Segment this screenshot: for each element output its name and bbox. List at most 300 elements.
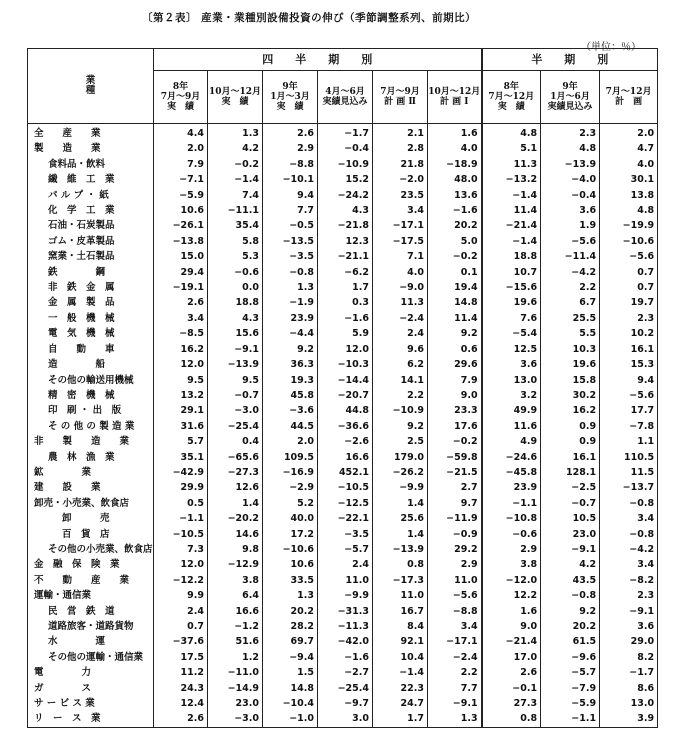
growth-value: 15.6 (208, 326, 263, 341)
growth-value: −9.0 (373, 280, 428, 295)
industry-name-label: 印 刷 ・ 出 版 (48, 405, 122, 417)
period-header-line: 9年 (282, 82, 298, 92)
growth-value: −0.7 (541, 496, 600, 511)
industry-name (28, 157, 154, 172)
growth-value: 0.7 (600, 265, 658, 280)
growth-value: −1.9 (263, 295, 318, 310)
industry-name (28, 434, 154, 449)
growth-value: −25.4 (208, 419, 263, 434)
growth-value: 3.0 (318, 711, 373, 727)
growth-value: −19.1 (154, 280, 208, 295)
growth-value: 2.9 (263, 141, 318, 156)
growth-value: −3.0 (208, 403, 263, 418)
growth-value: −8.8 (428, 604, 482, 619)
growth-value: 25.6 (373, 511, 428, 526)
growth-value: 10.6 (263, 557, 318, 572)
growth-value: −0.2 (208, 157, 263, 172)
industry-name-label: 製 造 業 (34, 143, 101, 155)
growth-value: 7.6 (482, 311, 541, 326)
growth-value: −5.9 (541, 696, 600, 711)
growth-value: −36.6 (318, 419, 373, 434)
growth-value: 5.5 (541, 326, 600, 341)
growth-value: −17.1 (373, 218, 428, 233)
growth-value: −9.1 (428, 696, 482, 711)
growth-value: 6.7 (541, 295, 600, 310)
growth-value: −37.6 (154, 634, 208, 649)
growth-value: 4.8 (600, 203, 658, 218)
growth-value: 9.0 (482, 619, 541, 634)
growth-value: 2.8 (373, 141, 428, 156)
growth-value: 9.2 (263, 342, 318, 357)
table-row (28, 434, 658, 449)
growth-value: −21.1 (318, 249, 373, 264)
growth-value: −10.1 (263, 172, 318, 187)
industry-name-label: ガ ス (34, 682, 92, 694)
growth-value: 11.3 (373, 295, 428, 310)
growth-value: 9.2 (541, 604, 600, 619)
growth-value: 3.8 (482, 557, 541, 572)
growth-value: −10.3 (318, 357, 373, 372)
growth-value: 1.6 (482, 604, 541, 619)
growth-value: 15.0 (154, 249, 208, 264)
growth-value: −13.9 (373, 542, 428, 557)
growth-value: 9.2 (428, 326, 482, 341)
growth-value: 4.3 (318, 203, 373, 218)
growth-value: 8.6 (600, 681, 658, 696)
industry-name-label: 不 動 産 業 (34, 574, 130, 586)
table-row (28, 527, 658, 542)
growth-value: 31.6 (154, 419, 208, 434)
growth-value: 13.8 (600, 188, 658, 203)
growth-value: 29.6 (428, 357, 482, 372)
growth-value: −5.6 (428, 588, 482, 603)
growth-value: 33.5 (263, 573, 318, 588)
growth-value: 16.6 (318, 450, 373, 465)
industry-name (28, 357, 154, 372)
period-header-line: 実績見込み (547, 102, 593, 112)
growth-value: −24.2 (318, 188, 373, 203)
period-column-header (373, 71, 428, 124)
table-row (28, 696, 658, 711)
growth-value: 3.4 (154, 311, 208, 326)
growth-value: 0.6 (428, 342, 482, 357)
growth-value: −2.5 (541, 480, 600, 495)
growth-value: −12.9 (208, 557, 263, 572)
growth-value: −0.5 (263, 218, 318, 233)
growth-value: −22.1 (318, 511, 373, 526)
growth-value: 14.6 (208, 527, 263, 542)
growth-value: −3.6 (263, 403, 318, 418)
growth-value: −0.9 (428, 527, 482, 542)
table-row (28, 218, 658, 233)
growth-value: 1.3 (263, 280, 318, 295)
growth-value: −14.9 (208, 681, 263, 696)
unit-label: （単位：％） (581, 42, 641, 53)
growth-value: 2.3 (600, 588, 658, 603)
quarterly-group-header: 四半期別 (154, 49, 482, 71)
growth-value: 1.5 (263, 665, 318, 680)
growth-value: 18.8 (482, 249, 541, 264)
growth-value: −25.4 (318, 681, 373, 696)
growth-value: 2.4 (373, 326, 428, 341)
growth-value: −1.6 (318, 650, 373, 665)
period-header-line: 1月〜6月 (550, 92, 590, 102)
growth-value: −21.4 (482, 218, 541, 233)
growth-value: −1.4 (208, 172, 263, 187)
table-row (28, 203, 658, 218)
industry-name-label: リ ー ス 業 (34, 713, 101, 725)
growth-value: 35.4 (208, 218, 263, 233)
table-row (28, 496, 658, 511)
growth-value: −1.4 (482, 234, 541, 249)
growth-value: 2.3 (600, 311, 658, 326)
growth-value: −4.0 (541, 172, 600, 187)
industry-name-label: 民 営 鉄 道 (48, 605, 115, 617)
growth-value: 10.5 (541, 511, 600, 526)
table-row (28, 557, 658, 572)
growth-value: 8.4 (373, 619, 428, 634)
industry-name-label: 鉱 業 (34, 466, 92, 478)
growth-value: 2.6 (263, 124, 318, 142)
industry-name (28, 326, 154, 341)
growth-value: −13.9 (208, 357, 263, 372)
growth-value: 3.9 (600, 711, 658, 727)
growth-value: 9.9 (154, 588, 208, 603)
table-row (28, 634, 658, 649)
growth-value: 2.2 (428, 665, 482, 680)
growth-value: 1.3 (428, 711, 482, 727)
growth-value: 2.4 (318, 557, 373, 572)
growth-value: 11.4 (428, 311, 482, 326)
growth-value: −13.9 (541, 157, 600, 172)
industry-name-label: 電 力 (34, 667, 92, 679)
growth-value: 2.6 (154, 711, 208, 727)
growth-value: 7.9 (428, 373, 482, 388)
industry-name (28, 465, 154, 480)
growth-value: −0.6 (208, 265, 263, 280)
table-row (28, 619, 658, 634)
growth-value: 14.1 (373, 373, 428, 388)
growth-value: 27.3 (482, 696, 541, 711)
growth-value: 19.6 (541, 357, 600, 372)
industry-name (28, 588, 154, 603)
industry-name (28, 280, 154, 295)
growth-value: −11.1 (208, 203, 263, 218)
growth-value: −1.0 (263, 711, 318, 727)
growth-value: 25.5 (541, 311, 600, 326)
growth-value: −42.9 (154, 465, 208, 480)
growth-value: 4.7 (600, 141, 658, 156)
table-row (28, 573, 658, 588)
growth-value: 17.7 (600, 403, 658, 418)
industry-name-label: 非 製 造 業 (34, 436, 130, 448)
period-column-header (263, 71, 318, 124)
industry-name (28, 311, 154, 326)
table-row (28, 311, 658, 326)
period-column-header (428, 71, 482, 124)
growth-value: 10.2 (600, 326, 658, 341)
growth-value: 14.8 (428, 295, 482, 310)
industry-name-label: その他の輸送用機械 (48, 374, 134, 386)
growth-value: −11.9 (428, 511, 482, 526)
growth-value: −0.1 (482, 681, 541, 696)
growth-value: 4.0 (600, 157, 658, 172)
industry-name (28, 604, 154, 619)
growth-value: −17.5 (373, 234, 428, 249)
growth-value: −2.7 (318, 665, 373, 680)
growth-value: −9.6 (541, 650, 600, 665)
growth-value: 0.7 (600, 280, 658, 295)
growth-value: −10.5 (154, 527, 208, 542)
growth-value: 9.4 (263, 188, 318, 203)
growth-value: −1.1 (541, 711, 600, 727)
growth-value: 44.5 (263, 419, 318, 434)
growth-value: −10.9 (318, 157, 373, 172)
period-column-header (208, 71, 263, 124)
industry-name (28, 388, 154, 403)
industry-name-label: 金 属 製 品 (48, 297, 115, 309)
industry-name-label: 精 密 機 械 (48, 389, 115, 401)
growth-value: −12.2 (154, 573, 208, 588)
growth-value: 128.1 (541, 465, 600, 480)
period-header-line: 計 画 Ⅰ (440, 97, 469, 107)
table-body (28, 124, 658, 728)
industry-name (28, 542, 154, 557)
growth-value: 1.2 (208, 650, 263, 665)
industry-name-label: 電 気 機 械 (48, 328, 115, 340)
growth-value: 30.2 (541, 388, 600, 403)
growth-value: 7.4 (208, 188, 263, 203)
table-row (28, 450, 658, 465)
industry-name (28, 696, 154, 711)
growth-value: 16.2 (154, 342, 208, 357)
growth-value: 14.8 (263, 681, 318, 696)
growth-value: −2.4 (373, 311, 428, 326)
growth-value: 29.0 (600, 634, 658, 649)
growth-value: 1.4 (373, 527, 428, 542)
industry-name-label: 運輸・通信業 (34, 590, 92, 602)
industry-name (28, 172, 154, 187)
growth-value: 19.3 (263, 373, 318, 388)
growth-value: 11.5 (600, 465, 658, 480)
growth-value: −59.8 (428, 450, 482, 465)
growth-value: 18.8 (208, 295, 263, 310)
growth-value: −26.2 (373, 465, 428, 480)
growth-value: 23.0 (541, 527, 600, 542)
growth-value: 9.5 (208, 373, 263, 388)
growth-value: 1.7 (318, 280, 373, 295)
industry-name-label: ゴム・皮革製品 (48, 235, 115, 247)
growth-value: 1.7 (373, 711, 428, 727)
growth-value: 11.0 (373, 588, 428, 603)
industry-name-label: 非 鉄 金 属 (48, 282, 115, 294)
industry-name (28, 496, 154, 511)
growth-value: 11.0 (428, 573, 482, 588)
growth-value: 0.4 (208, 434, 263, 449)
industry-header-label: 業 種 (85, 75, 161, 96)
industry-name (28, 403, 154, 418)
growth-value: 0.5 (154, 496, 208, 511)
growth-value: 0.3 (318, 295, 373, 310)
growth-value: 43.5 (541, 573, 600, 588)
growth-value: −2.0 (373, 172, 428, 187)
growth-value: −21.4 (482, 634, 541, 649)
period-header-line: 10月〜12月 (428, 87, 481, 97)
growth-value: −0.4 (318, 141, 373, 156)
growth-value: −1.7 (600, 665, 658, 680)
growth-value: 19.7 (600, 295, 658, 310)
table-row (28, 295, 658, 310)
growth-value: −1.4 (373, 665, 428, 680)
growth-value: −13.8 (154, 234, 208, 249)
table-row (28, 403, 658, 418)
growth-value: −27.3 (208, 465, 263, 480)
industry-name (28, 450, 154, 465)
table-row (28, 388, 658, 403)
growth-value: −3.5 (318, 527, 373, 542)
growth-value: 0.7 (154, 619, 208, 634)
growth-value: 16.1 (600, 342, 658, 357)
industry-name-label: 鉄 鋼 (48, 266, 106, 278)
table-row (28, 650, 658, 665)
growth-value: 12.0 (318, 342, 373, 357)
table-row (28, 265, 658, 280)
growth-value: 23.9 (482, 480, 541, 495)
growth-value: −9.7 (318, 696, 373, 711)
growth-value: −9.1 (541, 542, 600, 557)
table-row (28, 326, 658, 341)
growth-value: −0.2 (428, 249, 482, 264)
industry-name-label: 窯業・土石製品 (48, 251, 115, 263)
growth-value: −1.7 (318, 124, 373, 142)
growth-value: 9.0 (428, 388, 482, 403)
growth-value: 20.2 (541, 619, 600, 634)
growth-value: −8.5 (154, 326, 208, 341)
industry-name-label: 石油・石炭製品 (48, 220, 115, 232)
growth-value: 5.1 (482, 141, 541, 156)
growth-value: 4.4 (154, 124, 208, 142)
growth-value: −0.8 (541, 588, 600, 603)
growth-value: 3.6 (600, 619, 658, 634)
growth-value: 16.1 (541, 450, 600, 465)
growth-value: 2.4 (154, 604, 208, 619)
industry-name-label: 食料品・飲料 (48, 158, 106, 170)
period-header-line: 8年 (503, 82, 519, 92)
table-row (28, 280, 658, 295)
growth-value: −26.1 (154, 218, 208, 233)
growth-value: 0.9 (541, 434, 600, 449)
growth-value: −4.2 (600, 542, 658, 557)
growth-value: 4.3 (208, 311, 263, 326)
growth-value: 9.4 (600, 373, 658, 388)
growth-value: 5.3 (208, 249, 263, 264)
industry-name-label: 百 貨 店 (62, 528, 110, 540)
growth-value: −1.4 (482, 188, 541, 203)
growth-value: −1.6 (318, 311, 373, 326)
growth-value: 1.3 (263, 588, 318, 603)
growth-value: 7.3 (154, 542, 208, 557)
half-year-group-header: 半期別 (482, 49, 658, 71)
table-row (28, 681, 658, 696)
growth-value: 13.0 (482, 373, 541, 388)
growth-value: 23.3 (428, 403, 482, 418)
growth-value: 9.8 (208, 542, 263, 557)
industry-name (28, 527, 154, 542)
industry-name-label: サ ー ビ ス 業 (34, 698, 95, 710)
growth-value: 7.7 (428, 681, 482, 696)
table-row (28, 480, 658, 495)
growth-value: −11.0 (208, 665, 263, 680)
growth-value: 2.0 (263, 434, 318, 449)
growth-value: −5.6 (600, 249, 658, 264)
growth-value: 45.8 (263, 388, 318, 403)
growth-value: −10.6 (600, 234, 658, 249)
growth-value: 17.0 (482, 650, 541, 665)
growth-value: −7.1 (154, 172, 208, 187)
growth-value: 5.2 (263, 496, 318, 511)
growth-value: −10.5 (318, 480, 373, 495)
table-row (28, 234, 658, 249)
period-header-line: 7月〜9月 (160, 92, 201, 102)
growth-value: −0.8 (600, 496, 658, 511)
period-header-line: 7月〜12月 (488, 92, 535, 102)
industry-name (28, 573, 154, 588)
growth-value: 9.6 (373, 342, 428, 357)
growth-value: 2.6 (154, 295, 208, 310)
period-header-line: 実 績 (276, 102, 304, 112)
industry-name-label: パ ル プ ・ 紙 (48, 189, 109, 201)
period-column-header (600, 71, 658, 124)
growth-value: −31.3 (318, 604, 373, 619)
growth-value: −11.3 (318, 619, 373, 634)
period-header-line: 10月〜12月 (208, 87, 262, 97)
growth-value: 48.0 (428, 172, 482, 187)
growth-value: 2.0 (600, 124, 658, 142)
industry-name (28, 249, 154, 264)
table-row (28, 604, 658, 619)
growth-value: 2.3 (541, 124, 600, 142)
growth-value: 11.3 (482, 157, 541, 172)
industry-name-label: 卸 売 (62, 513, 110, 525)
period-header-line: 1月〜3月 (270, 92, 310, 102)
growth-value: 29.2 (428, 542, 482, 557)
industry-name-label: 造 船 (48, 359, 106, 371)
growth-value: 23.0 (208, 696, 263, 711)
growth-value: −1.2 (208, 619, 263, 634)
growth-value: −0.8 (600, 527, 658, 542)
table-row (28, 357, 658, 372)
growth-value: 3.6 (482, 357, 541, 372)
table-row (28, 542, 658, 557)
growth-value: 29.9 (154, 480, 208, 495)
growth-value: 3.4 (373, 203, 428, 218)
growth-value: 0.8 (373, 557, 428, 572)
growth-value: 4.8 (482, 124, 541, 142)
table-row (28, 141, 658, 156)
period-header-line: 計 画 (615, 97, 643, 107)
growth-value: 2.1 (373, 124, 428, 142)
growth-value: 11.6 (482, 419, 541, 434)
growth-value: −1.1 (482, 496, 541, 511)
growth-value: 17.2 (263, 527, 318, 542)
industry-name-label: 農 林 漁 業 (48, 451, 115, 463)
growth-value: −7.9 (541, 681, 600, 696)
growth-value: 6.4 (208, 588, 263, 603)
growth-value: 19.6 (482, 295, 541, 310)
period-header-line: 実 績 (221, 97, 249, 107)
growth-value: 12.6 (208, 480, 263, 495)
growth-value: 29.4 (154, 265, 208, 280)
